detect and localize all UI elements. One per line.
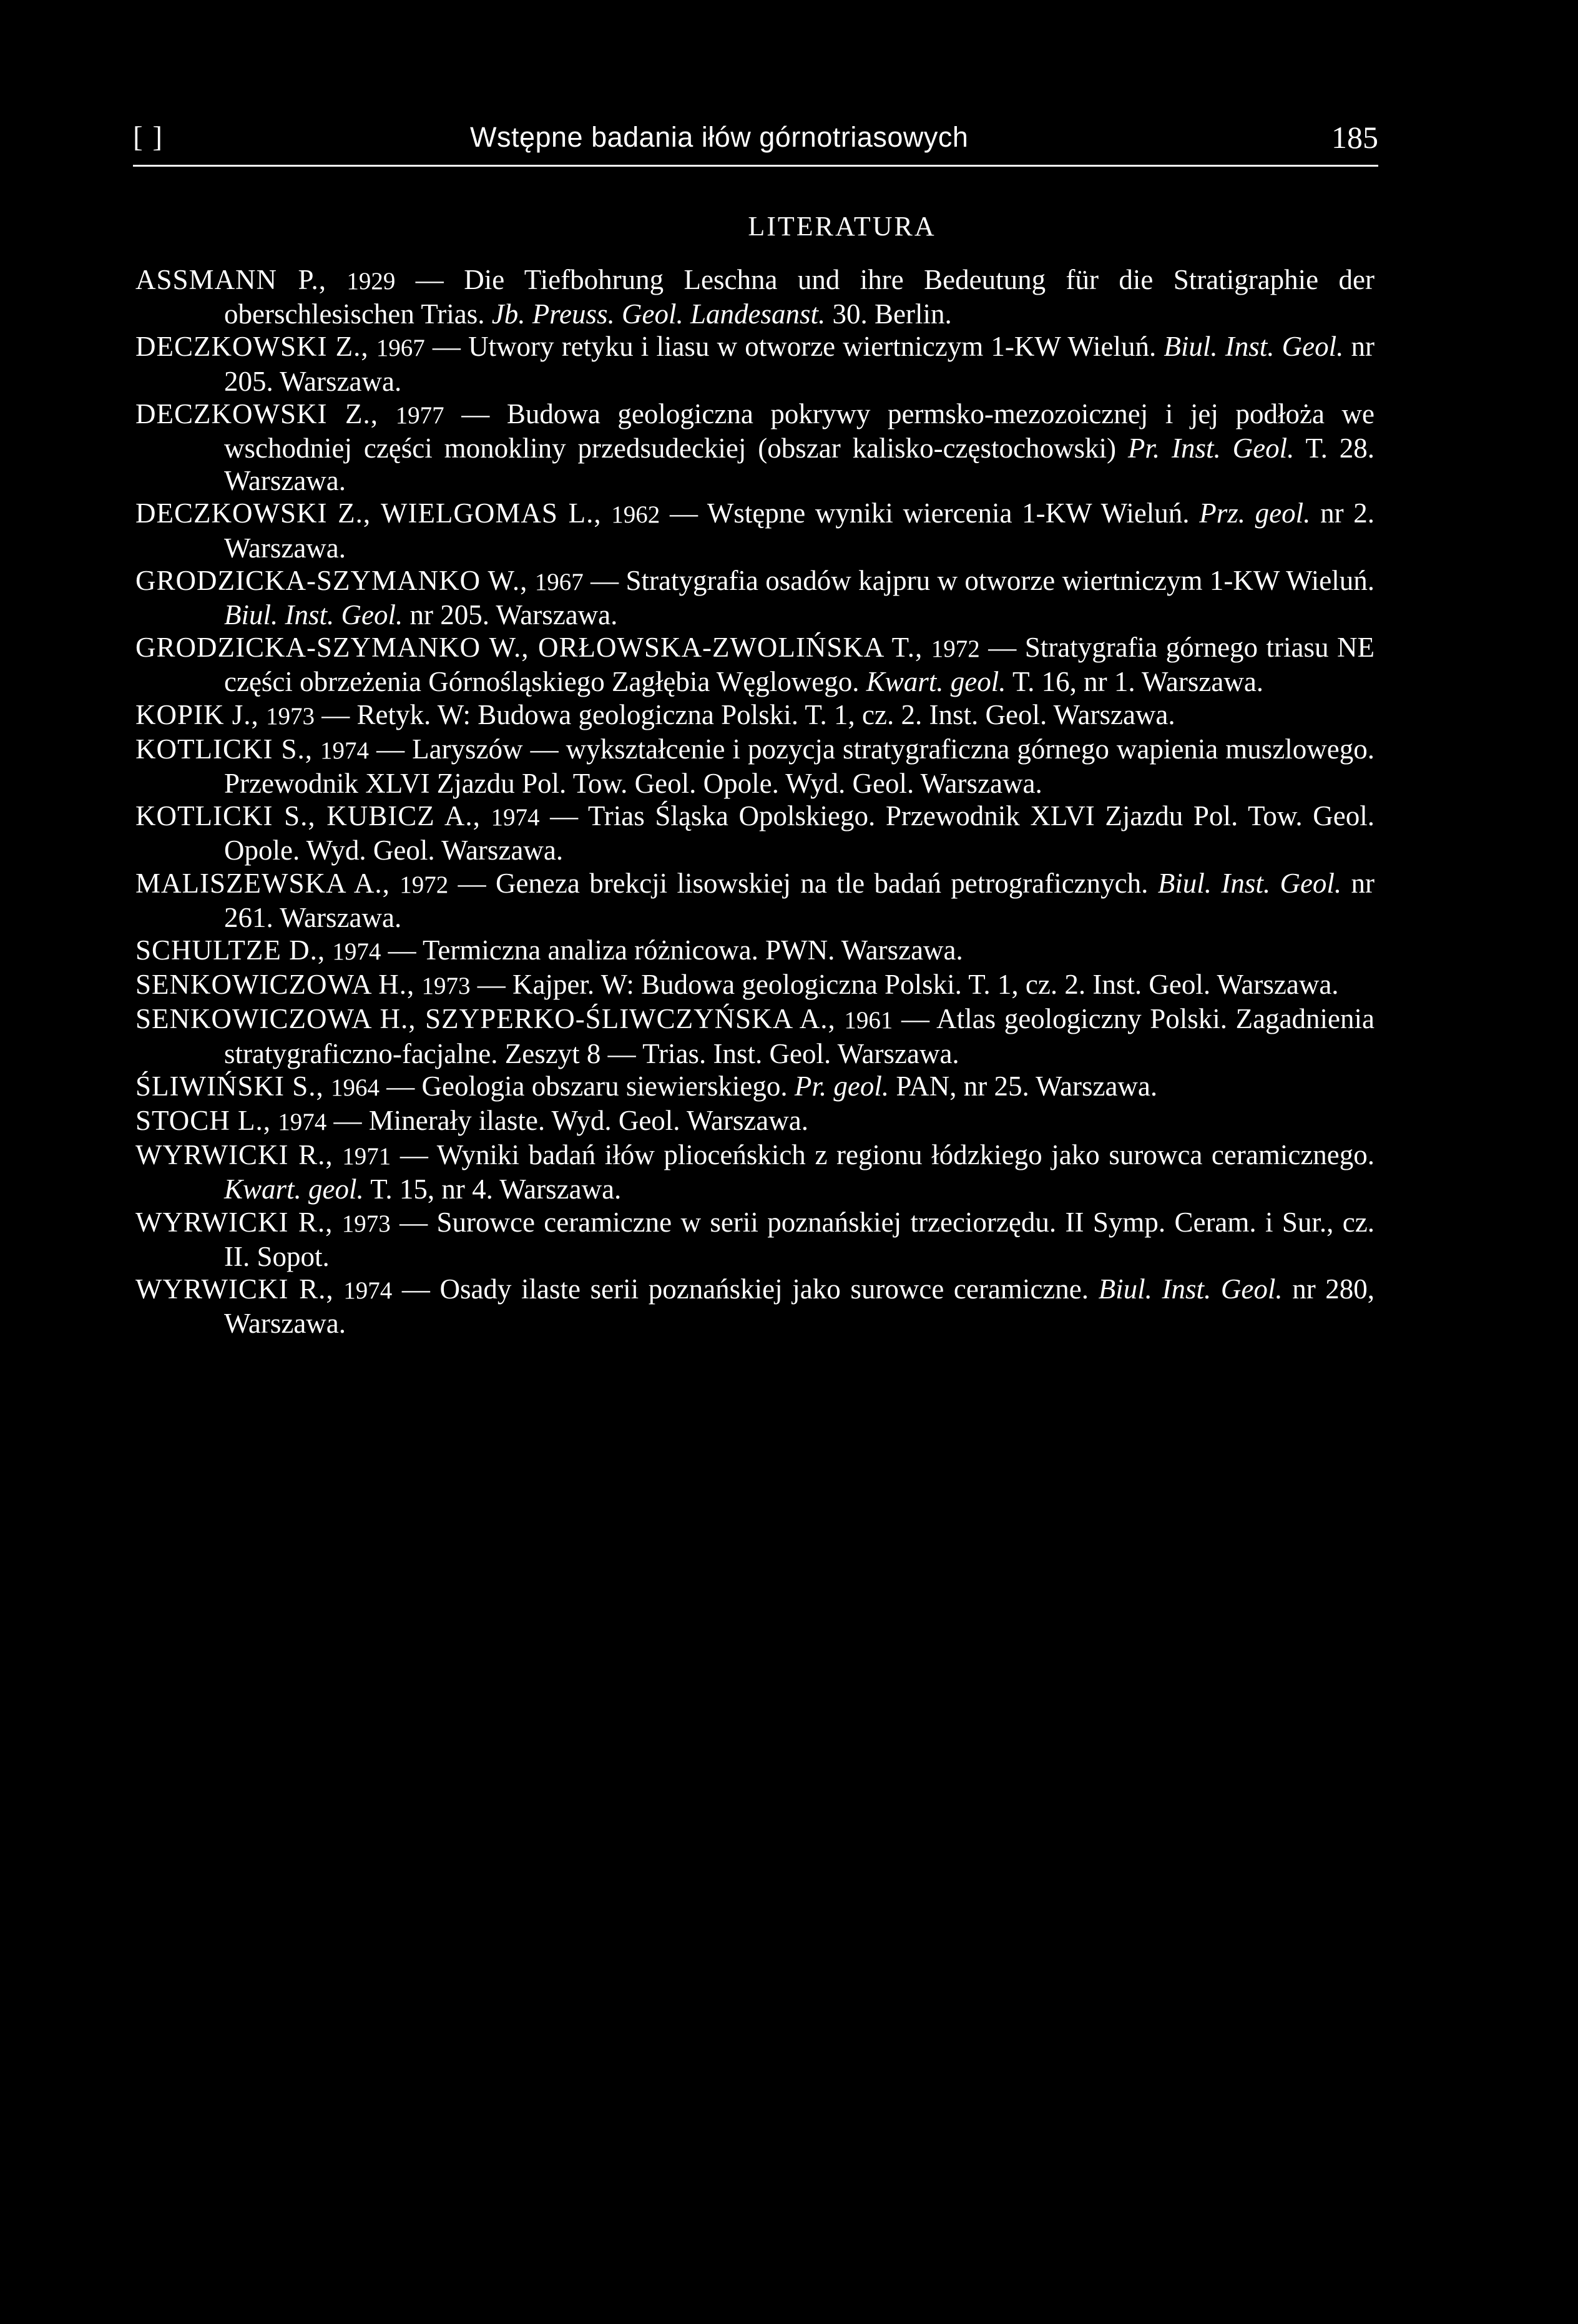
reference-tail: nr 205. Warszawa.: [409, 599, 618, 631]
reference-author: KOPIK J.,: [135, 699, 259, 730]
reference-entry: SCHULTZE D., 1974 — Termiczna analiza różnicowa. PWN. Warszawa.: [135, 934, 963, 966]
reference-text: Stratygrafia górnego triasu NE części obrzeżenia Górnośląskiego Zagłębia Węglowego.: [224, 632, 1375, 698]
reference-author: WYRWICKI R.,: [135, 1273, 334, 1305]
reference-entry: DECZKOWSKI Z., 1977 — Budowa geologiczna pokrywy permsko-mezozoicznej i jej podłoża we wschodniej części monokliny przedsudeckiej (obszar kalisko-częstochowski) Pr. Inst. Geol. T. 28. Warszawa.: [135, 398, 1375, 497]
reference-journal: Biul. Inst. Geol.: [1157, 867, 1342, 899]
reference-entry: STOCH L., 1974 — Minerały ilaste. Wyd. Geol. Warszawa.: [135, 1105, 808, 1137]
reference-journal: Pr. Inst. Geol.: [1127, 433, 1295, 464]
reference-entry: WYRWICKI R., 1971 — Wyniki badań iłów plioceńskich z regionu łódzkiego jako surowca ceramicznego. Kwart. geol. T. 15, nr 4. Warszawa.: [135, 1139, 1375, 1205]
reference-text: Minerały ilaste. Wyd. Geol. Warszawa.: [368, 1105, 808, 1137]
reference-tail: T. 16, nr 1. Warszawa.: [1012, 666, 1264, 698]
reference-text: Termiczna analiza różnicowa. PWN. Warszawa.: [423, 934, 963, 966]
reference-year: 1971: [342, 1143, 391, 1170]
reference-year: 1973: [266, 702, 315, 730]
reference-tail: PAN, nr 25. Warszawa.: [896, 1070, 1158, 1102]
reference-tail: nr 205. Warszawa.: [224, 331, 1375, 397]
reference-journal: Biul. Inst. Geol.: [1164, 331, 1344, 363]
reference-text: Kajper. W: Budowa geologiczna Polski. T. 1, cz. 2. Inst. Geol. Warszawa.: [512, 969, 1339, 1001]
reference-author: GRODZICKA-SZYMANKO W., ORŁOWSKA-ZWOLIŃSKA T.,: [135, 632, 923, 664]
reference-entry: KOTLICKI S., KUBICZ A., 1974 — Trias Śląska Opolskiego. Przewodnik XLVI Zjazdu Pol. Tow. Geol. Opole. Wyd. Geol. Warszawa.: [135, 800, 1375, 866]
reference-entry: SENKOWICZOWA H., 1973 — Kajper. W: Budowa geologiczna Polski. T. 1, cz. 2. Inst. Geol. Warszawa.: [135, 969, 1339, 1001]
reference-author: SENKOWICZOWA H., SZYPERKO-ŚLIWCZYŃSKA A.,: [135, 1003, 836, 1035]
reference-author: MALISZEWSKA A.,: [135, 867, 390, 899]
reference-author: GRODZICKA-SZYMANKO W.,: [135, 564, 528, 596]
reference-author: ASSMANN P.,: [135, 264, 326, 295]
reference-journal: Biul. Inst. Geol.: [1098, 1273, 1283, 1305]
reference-entry: DECZKOWSKI Z., WIELGOMAS L., 1962 — Wstępne wyniki wiercenia 1-KW Wieluń. Prz. geol. nr 2. Warszawa.: [135, 498, 1375, 564]
reference-entry: ASSMANN P., 1929 — Die Tiefbohrung Leschna und ihre Bedeutung für die Stratigraphie der oberschlesischen Trias. Jb. Preuss. Geol. Landesanst. 30. Berlin.: [135, 264, 1375, 330]
reference-text: Wyniki badań iłów plioceńskich z regionu łódzkiego jako surowca ceramicznego.: [436, 1139, 1375, 1171]
reference-text: Die Tiefbohrung Leschna und ihre Bedeutung für die Stratigraphie der oberschlesischen Trias.: [224, 264, 1375, 330]
reference-journal: Prz. geol.: [1199, 498, 1311, 529]
reference-text: Budowa geologiczna pokrywy permsko-mezozoicznej i jej podłoża we wschodniej części monokliny przedsudeckiej (obszar kalisko-częstochowski): [224, 398, 1375, 464]
reference-text: Stratygrafia osadów kajpru w otworze wiertniczym 1-KW Wieluń.: [625, 564, 1375, 596]
reference-year: 1974: [278, 1109, 327, 1136]
reference-entry: WYRWICKI R., 1973 — Surowce ceramiczne w serii poznańskiej trzeciorzędu. II Symp. Ceram. i Sur., cz. II. Sopot.: [135, 1206, 1375, 1272]
reference-list: [135, 263, 1375, 1340]
reference-tail: T. 15, nr 4. Warszawa.: [370, 1174, 622, 1205]
reference-tail: T. 28. Warszawa.: [224, 433, 1375, 497]
reference-year: 1962: [611, 501, 660, 529]
reference-year: 1961: [844, 1007, 893, 1034]
reference-entry: KOPIK J., 1973 — Retyk. W: Budowa geologiczna Polski. T. 1, cz. 2. Inst. Geol. Warszawa.: [135, 699, 1175, 730]
reference-author: SCHULTZE D.,: [135, 934, 326, 966]
reference-text: Atlas geologiczny Polski. Zagadnienia stratygraficzno-facjalne. Zeszyt 8 — Trias. Inst. Geol. Warszawa.: [224, 1003, 1375, 1069]
reference-journal: Kwart. geol.: [866, 666, 1006, 698]
reference-author: STOCH L.,: [135, 1105, 271, 1137]
reference-year: 1972: [399, 871, 449, 898]
reference-journal: Kwart. geol.: [224, 1174, 364, 1205]
reference-entry: GRODZICKA-SZYMANKO W., ORŁOWSKA-ZWOLIŃSKA T., 1972 — Stratygrafia górnego triasu NE części obrzeżenia Górnośląskiego Zagłębia Węglowego. Kwart. geol. T. 16, nr 1. Warszawa.: [135, 632, 1375, 698]
reference-text: Laryszów — wykształcenie i pozycja stratygraficzna górnego wapienia muszlowego. Przewodnik XLVI Zjazdu Pol. Tow. Geol. Opole. Wyd. Geol. Warszawa.: [224, 733, 1375, 800]
reference-year: 1967: [376, 335, 425, 362]
reference-year: 1974: [332, 938, 381, 966]
reference-year: 1974: [491, 804, 540, 831]
reference-year: 1977: [395, 401, 444, 429]
reference-author: DECZKOWSKI Z.,: [135, 398, 379, 429]
running-header: [133, 117, 1378, 167]
reference-author: KOTLICKI S.,: [135, 733, 313, 765]
reference-tail: 30. Berlin.: [832, 298, 952, 330]
reference-journal: Biul. Inst. Geol.: [224, 599, 403, 631]
reference-year: 1974: [320, 737, 370, 764]
reference-text: Wstępne wyniki wiercenia 1-KW Wieluń.: [707, 498, 1190, 529]
reference-entry: MALISZEWSKA A., 1972 — Geneza brekcji lisowskiej na tle badań petrograficznych. Biul. Inst. Geol. nr 261. Warszawa.: [135, 867, 1375, 933]
reference-author: WYRWICKI R.,: [135, 1206, 333, 1238]
reference-tail: nr 2. Warszawa.: [224, 498, 1375, 564]
section-heading: LITERATURA: [748, 211, 936, 242]
reference-year: 1929: [346, 268, 396, 295]
reference-tail: nr 261. Warszawa.: [224, 867, 1375, 933]
reference-journal: Jb. Preuss. Geol. Landesanst.: [491, 298, 826, 330]
reference-entry: DECZKOWSKI Z., 1967 — Utwory retyku i liasu w otworze wiertniczym 1-KW Wieluń. Biul. Inst. Geol. nr 205. Warszawa.: [135, 331, 1375, 397]
reference-year: 1973: [341, 1210, 391, 1237]
reference-year: 1974: [343, 1277, 393, 1305]
reference-text: Osady ilaste serii poznańskiej jako surowce ceramiczne.: [439, 1273, 1089, 1305]
reference-journal: Pr. geol.: [794, 1070, 889, 1102]
page-number: 185: [1331, 120, 1378, 155]
reference-year: 1967: [534, 568, 584, 596]
reference-entry: KOTLICKI S., 1974 — Laryszów — wykształcenie i pozycja stratygraficzna górnego wapienia muszlowego. Przewodnik XLVI Zjazdu Pol. Tow. Geol. Opole. Wyd. Geol. Warszawa.: [135, 733, 1375, 800]
reference-year: 1964: [331, 1074, 380, 1101]
reference-author: KOTLICKI S., KUBICZ A.,: [135, 800, 481, 832]
reference-text: Geologia obszaru siewierskiego.: [421, 1070, 788, 1102]
reference-author: ŚLIWIŃSKI S.,: [135, 1070, 324, 1102]
reference-author: SENKOWICZOWA H.,: [135, 969, 415, 1001]
reference-author: DECZKOWSKI Z., WIELGOMAS L.,: [135, 498, 602, 529]
reference-entry: ŚLIWIŃSKI S., 1964 — Geologia obszaru siewierskiego. Pr. geol. PAN, nr 25. Warszawa.: [135, 1070, 1158, 1102]
reference-text: Retyk. W: Budowa geologiczna Polski. T. 1, cz. 2. Inst. Geol. Warszawa.: [356, 699, 1175, 730]
reference-text: Utwory retyku i liasu w otworze wiertniczym 1-KW Wieluń.: [468, 331, 1157, 363]
reference-entry: SENKOWICZOWA H., SZYPERKO-ŚLIWCZYŃSKA A., 1961 — Atlas geologiczny Polski. Zagadnienia stratygraficzno-facjalne. Zeszyt 8 — Trias. Inst. Geol. Warszawa.: [135, 1003, 1375, 1069]
reference-author: WYRWICKI R.,: [135, 1139, 333, 1171]
reference-year: 1973: [421, 973, 471, 1000]
reference-text: Trias Śląska Opolskiego. Przewodnik XLVI Zjazdu Pol. Tow. Geol. Opole. Wyd. Geol. Warszawa.: [224, 800, 1375, 866]
reference-year: 1972: [931, 635, 980, 663]
running-title: Wstępne badania iłów górnotriasowych: [470, 121, 969, 153]
reference-entry: WYRWICKI R., 1974 — Osady ilaste serii poznańskiej jako surowce ceramiczne. Biul. Inst. Geol. nr 280, Warszawa.: [135, 1273, 1375, 1340]
reference-text: Geneza brekcji lisowskiej na tle badań petrograficznych.: [495, 867, 1149, 899]
reference-author: DECZKOWSKI Z.,: [135, 331, 369, 363]
reference-text: Surowce ceramiczne w serii poznańskiej trzeciorzędu. II Symp. Ceram. i Sur., cz. II. Sopot.: [224, 1206, 1375, 1272]
reference-tail: nr 280, Warszawa.: [224, 1273, 1375, 1340]
header-bracket: [ ]: [133, 121, 164, 154]
reference-entry: GRODZICKA-SZYMANKO W., 1967 — Stratygrafia osadów kajpru w otworze wiertniczym 1-KW Wieluń. Biul. Inst. Geol. nr 205. Warszawa.: [135, 564, 1375, 631]
